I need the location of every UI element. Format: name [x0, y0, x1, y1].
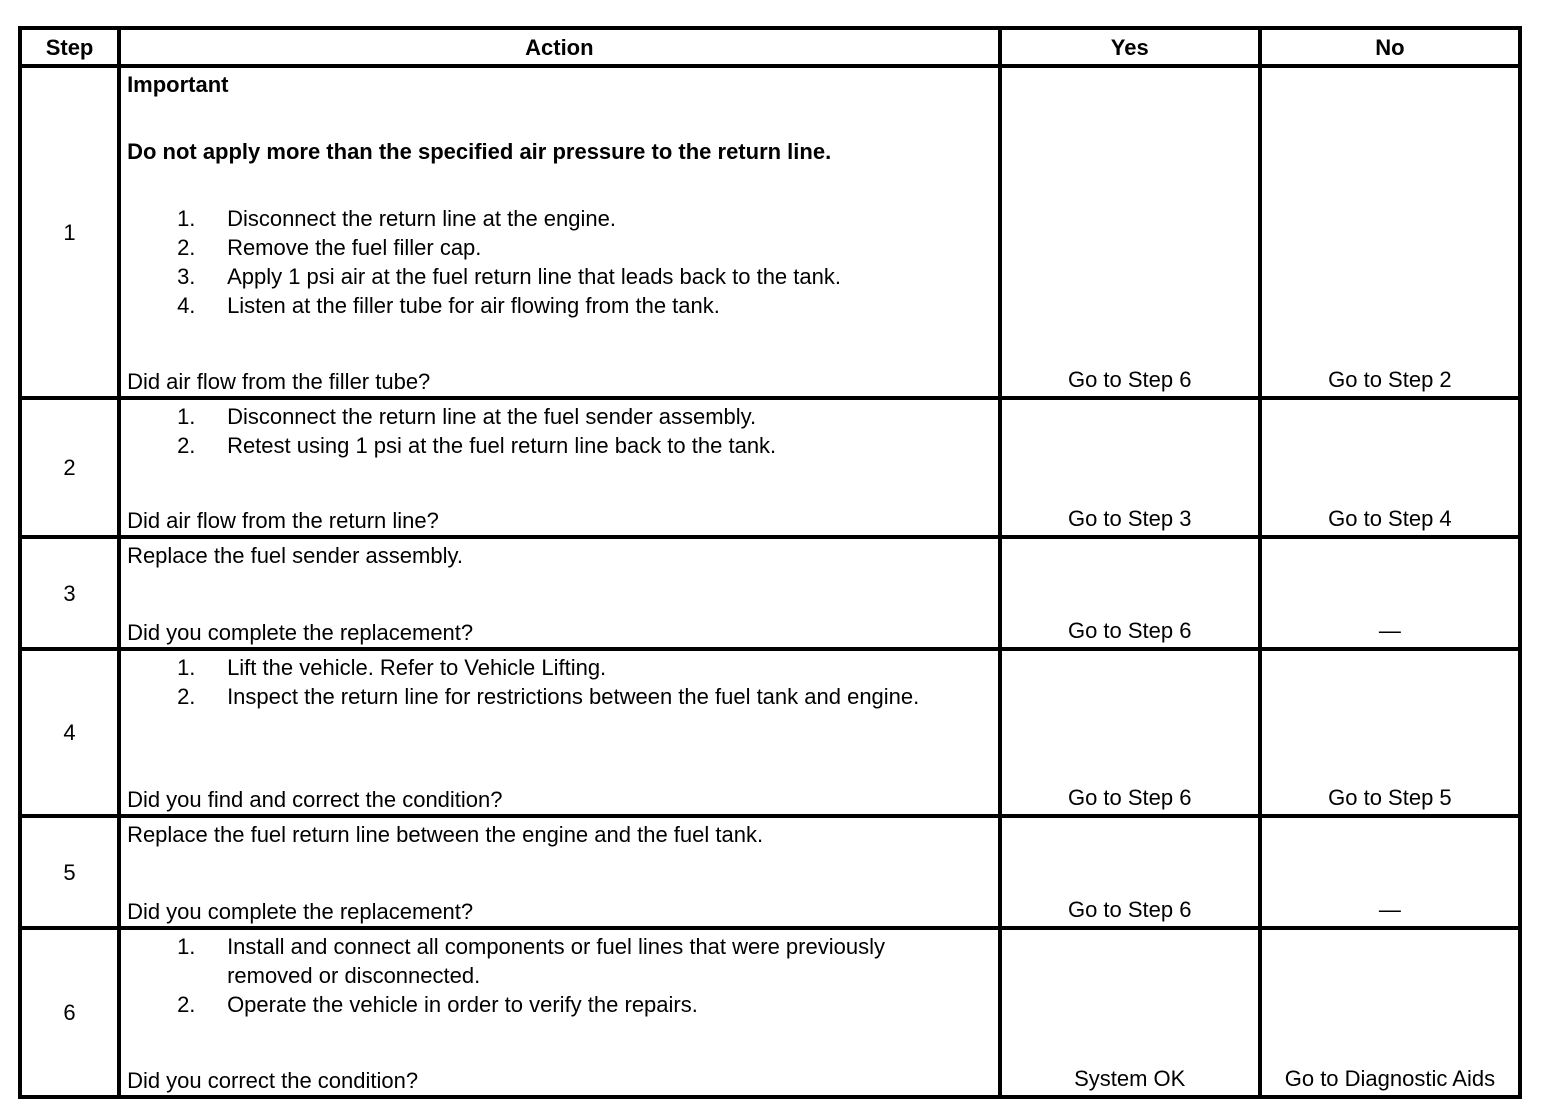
no-result: Go to Step 2 [1260, 66, 1520, 398]
step-number: 5 [20, 816, 119, 928]
action-cell [119, 649, 1000, 816]
yes-result: Go to Step 6 [1000, 66, 1260, 398]
table-row-step-3 [20, 537, 1520, 649]
action-text: Replace the fuel return line between the engine and the fuel tank. [127, 822, 764, 847]
list-item: 3. Apply 1 psi air at the fuel return line that leads back to the tank. [177, 264, 841, 289]
action-text: Replace the fuel sender assembly. [127, 543, 463, 568]
table-row-step-6 [20, 928, 1520, 1097]
question-text: Did you find and correct the condition? [127, 787, 503, 812]
table-row-step-5 [20, 816, 1520, 928]
header-no: No [1260, 28, 1520, 66]
diagnostic-table [18, 26, 1522, 1099]
list-item: 1. Disconnect the return line at the fuel sender assembly. [177, 404, 757, 429]
no-result: Go to Step 5 [1260, 649, 1520, 816]
list-item: 2. Inspect the return line for restrictions between the fuel tank and engine. [177, 684, 920, 709]
step-number: 6 [20, 928, 119, 1097]
list-item: 1. Disconnect the return line at the engine. [177, 206, 616, 231]
action-cell [119, 66, 1000, 398]
action-cell [119, 816, 1000, 928]
table-row-step-1 [20, 66, 1520, 398]
header-step: Step [20, 28, 119, 66]
yes-result: Go to Step 6 [1000, 649, 1260, 816]
instruction-list [127, 932, 992, 1019]
list-item: 4. Listen at the filler tube for air flowing from the tank. [177, 293, 720, 318]
yes-result: System OK [1000, 928, 1260, 1097]
action-cell [119, 928, 1000, 1097]
yes-result: Go to Step 6 [1000, 816, 1260, 928]
header-yes: Yes [1000, 28, 1260, 66]
list-item: 1. Install and connect all components or fuel lines that were previously removed or disconnected. [177, 934, 885, 988]
instruction-list [127, 204, 992, 320]
no-result: — [1260, 537, 1520, 649]
table-row-step-4 [20, 649, 1520, 816]
no-result: Go to Diagnostic Aids [1260, 928, 1520, 1097]
question-text: Did you complete the replacement? [127, 899, 474, 924]
question-text: Did you complete the replacement? [127, 620, 474, 645]
question-text: Did you correct the condition? [127, 1068, 419, 1093]
step-number: 4 [20, 649, 119, 816]
action-cell [119, 537, 1000, 649]
action-cell [119, 398, 1000, 537]
step-number: 3 [20, 537, 119, 649]
important-text: Do not apply more than the specified air pressure to the return line. [127, 139, 832, 164]
instruction-list [127, 402, 992, 460]
header-action: Action [119, 28, 1000, 66]
step-number: 1 [20, 66, 119, 398]
yes-result: Go to Step 3 [1000, 398, 1260, 537]
no-result: — [1260, 816, 1520, 928]
yes-result: Go to Step 6 [1000, 537, 1260, 649]
list-item: 2. Remove the fuel filler cap. [177, 235, 482, 260]
list-item: 2. Operate the vehicle in order to verify the repairs. [177, 992, 698, 1017]
question-text: Did air flow from the filler tube? [127, 369, 431, 394]
header-row [20, 28, 1520, 66]
list-item: 1. Lift the vehicle. Refer to Vehicle Lifting. [177, 655, 607, 680]
step-number: 2 [20, 398, 119, 537]
important-label: Important [127, 72, 229, 97]
table-row-step-2 [20, 398, 1520, 537]
list-item: 2. Retest using 1 psi at the fuel return line back to the tank. [177, 433, 777, 458]
instruction-list [127, 653, 992, 711]
no-result: Go to Step 4 [1260, 398, 1520, 537]
question-text: Did air flow from the return line? [127, 508, 439, 533]
